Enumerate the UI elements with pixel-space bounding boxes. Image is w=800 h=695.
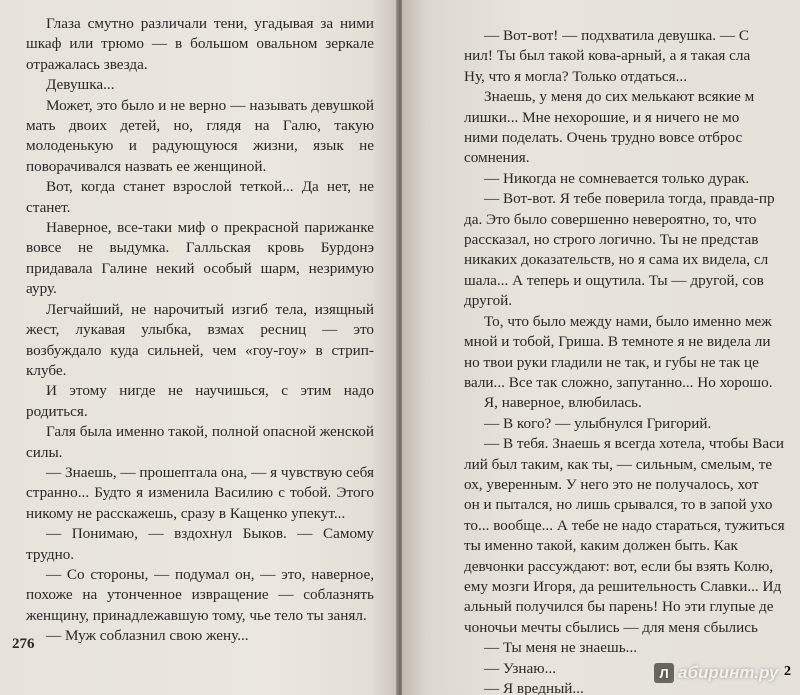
text-line: чоночьи мечты сбылись — для меня сбылись	[464, 618, 758, 636]
left-page	[0, 0, 398, 695]
right-page-number: 2	[784, 664, 791, 679]
text-line: — Вот-вот! — подхватила девушка. — С	[484, 27, 749, 44]
text-line: ох, уверенным. У него это не получалось, хот	[464, 475, 759, 493]
bleed-through-text	[300, 620, 360, 640]
text-line: девчонки рассуждают: вот, если бы взять Колю,	[464, 557, 774, 575]
text-line: шала... А теперь и ощутила. Ты — другой, сов	[464, 271, 764, 289]
paragraph: Глаза смутно различали тени, угадывая за ними шкаф или трюмо — в большом овальном зеркале отражалась звезда.	[26, 15, 374, 73]
paragraph: — Муж соблазнил свою жену...	[46, 627, 249, 645]
text-line: Ну, что я могла? Только отдаться...	[464, 67, 688, 85]
text-line: ты именно такой, каким должен быть. Как	[464, 537, 738, 555]
text-line: но твои руки гладили не так, и губы не так це	[464, 353, 759, 371]
text-line: другой.	[464, 292, 513, 310]
text-line: — Я вредный...	[484, 680, 584, 695]
paragraph: Легчайший, не нарочитый изгиб тела, изящный жест, лукавая улыбка, взмах ресниц — это возбуждало куда сильней, чем «гоу-гоу» в стрип-клубе.	[26, 300, 374, 379]
watermark-text: абиринт.ру	[678, 663, 779, 682]
text-line: — В кого? — улыбнулся Григорий.	[484, 414, 712, 432]
paragraph: Наверное, все-таки миф о прекрасной парижанке вовсе не выдумка. Галльская кровь Бурдонэ придавала Галине некий особый шарм, незримую ауру.	[26, 219, 374, 298]
left-page-text	[26, 14, 374, 647]
text-line: — В тебя. Знаешь я всегда хотела, чтобы Васи	[484, 435, 784, 453]
text-line: мной и тобой, Гриша. В темноте я не видела ли	[464, 333, 771, 351]
right-page	[402, 0, 800, 695]
text-line: лий был таким, как ты, — сильным, смелым, те	[464, 455, 773, 473]
paragraph: — Понимаю, — вздохнул Быков. — Самому трудно.	[26, 525, 374, 563]
text-line: нил! Ты был такой кова-арный, а я такая сла	[464, 47, 751, 65]
text-line: никаких доказательств, но я сама их видела, сл	[464, 251, 769, 269]
text-line: Я, наверное, влюбилась.	[484, 394, 642, 412]
text-line: То, что было между нами, было именно меж	[484, 312, 772, 330]
paragraph: — Знаешь, — прошептала она, — я чувствую себя странно... Будто я изменила Василию с тобой. Этого никому не расскажешь, сразу в Кащенко упекут...	[26, 463, 374, 522]
text-line: Знаешь, у меня до сих мелькают всякие м	[484, 88, 755, 106]
text-line: — Узнаю...	[484, 659, 557, 677]
text-line: лишки... Мне нехорошие, и я ничего не мо	[464, 108, 740, 126]
text-line: ними поделать. Очень трудно вовсе отброс	[464, 129, 743, 147]
text-line: он и пытался, но лишь срывался, то в запой ухо	[464, 496, 773, 514]
text-line: да. Это было совершенно невероятно, то, что	[464, 210, 757, 228]
paragraph: Вот, когда станет взрослой теткой... Да нет, не станет.	[26, 178, 374, 216]
text-line: вали... Все так сложно, запутанно... Но хорошо.	[464, 373, 773, 391]
text-line: — Вот-вот. Я тебе поверила тогда, правда-пр	[484, 190, 775, 208]
paragraph: Галя была именно такой, полной опасной женской силы.	[26, 423, 374, 461]
paragraph: — Со стороны, — подумал он, — это, наверное, похоже на утонченное извращение — соблазнять женщину, принадлежавшую тому, чье тело ты занял.	[26, 565, 374, 624]
labirint-watermark	[654, 660, 778, 686]
text-line: — Ты меня не знаешь...	[484, 639, 638, 657]
text-line: альный получился бы парень! Но эти глупые де	[464, 598, 774, 616]
text-line: ему мозги Игоря, да решительность Славки... Ид	[464, 577, 782, 595]
text-line: — Никогда не сомневается только дурак.	[484, 169, 750, 187]
paragraph: Может, это было и не верно — называть девушкой мать двоих детей, но, глядя на Галю, такую молоденькую и радующуюся жизни, язык не поворачивался назвать ее женщиной.	[26, 96, 374, 175]
labirint-logo-icon: Л	[654, 663, 674, 683]
paragraph: И этому нигде не научишься, с этим надо родиться.	[26, 382, 374, 420]
paragraph: Девушка...	[46, 76, 115, 94]
text-line: рассказал, но строго логично. Ты не представ	[464, 231, 759, 249]
text-line: сомнения.	[464, 149, 530, 167]
text-line: то... вообще... А тебе не надо стараться, тужиться	[464, 516, 785, 534]
left-page-number: 276	[12, 636, 35, 652]
right-page-text	[464, 26, 800, 695]
